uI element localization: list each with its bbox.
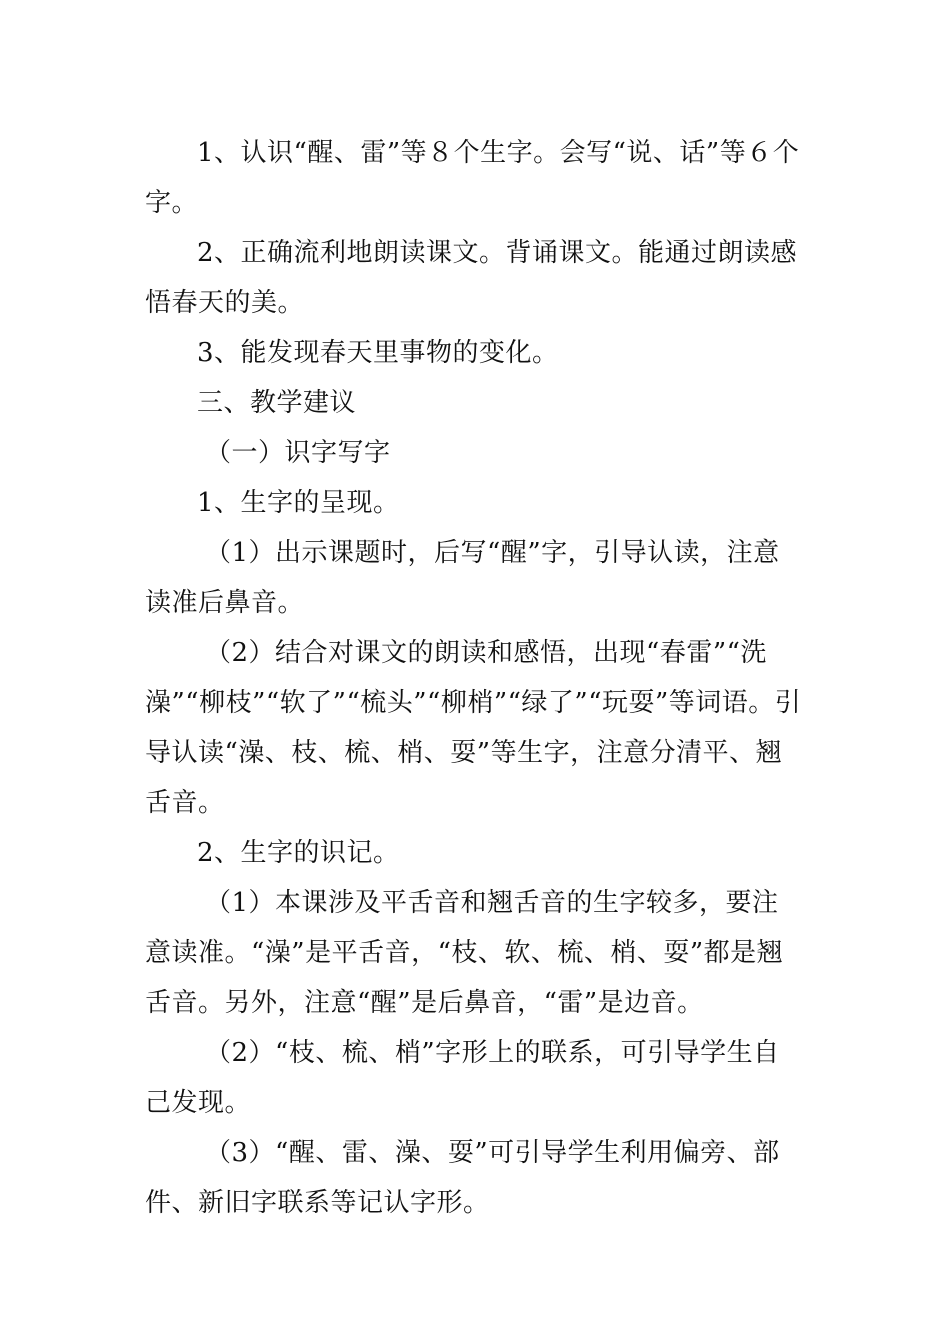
paragraph-character-presentation: 1、生字的呈现。 xyxy=(197,488,400,518)
paragraph-objective-3: 3、能发现春天里事物的变化。 xyxy=(197,338,559,368)
paragraph-memorization-2: （2）“枝、梳、梢”字形上的联系，可引导学生自己发现。 xyxy=(145,1038,780,1118)
paragraph-presentation-1: （1）出示课题时，后写“醒”字，引导认读，注意读准后鼻音。 xyxy=(145,538,780,618)
paragraph-memorization-3: （3）“醒、雷、澡、耍”可引导学生利用偏旁、部件、新旧字联系等记认字形。 xyxy=(145,1138,780,1218)
paragraph-objective-2: 2、正确流利地朗读课文。背诵课文。能通过朗读感悟春天的美。 xyxy=(145,238,798,318)
paragraph-memorization-1: （1）本课涉及平舌音和翘舌音的生字较多，要注意读准。“澡”是平舌音，“枝、软、梳、梢、耍”都是翘舌音。另外，注意“醒”是后鼻音，“雷”是边音。 xyxy=(145,888,784,1018)
subsection-heading-literacy: （一）识字写字 xyxy=(205,438,391,468)
paragraph-character-memorization: 2、生字的识记。 xyxy=(197,838,400,868)
document-body xyxy=(145,128,805,1228)
paragraph-objective-1: 1、认识“醒、雷”等８个生字。会写“说、话”等６个字。 xyxy=(145,138,800,218)
section-heading-teaching-suggestions: 三、教学建议 xyxy=(197,388,357,418)
paragraph-presentation-2: （2）结合对课文的朗读和感悟，出现“春雷”“洗澡”“柳枝”“软了”“梳头”“柳梢”“绿了”“玩耍”等词语。引导认读“澡、枝、梳、梢、耍”等生字，注意分清平、翘舌音。 xyxy=(145,638,802,818)
